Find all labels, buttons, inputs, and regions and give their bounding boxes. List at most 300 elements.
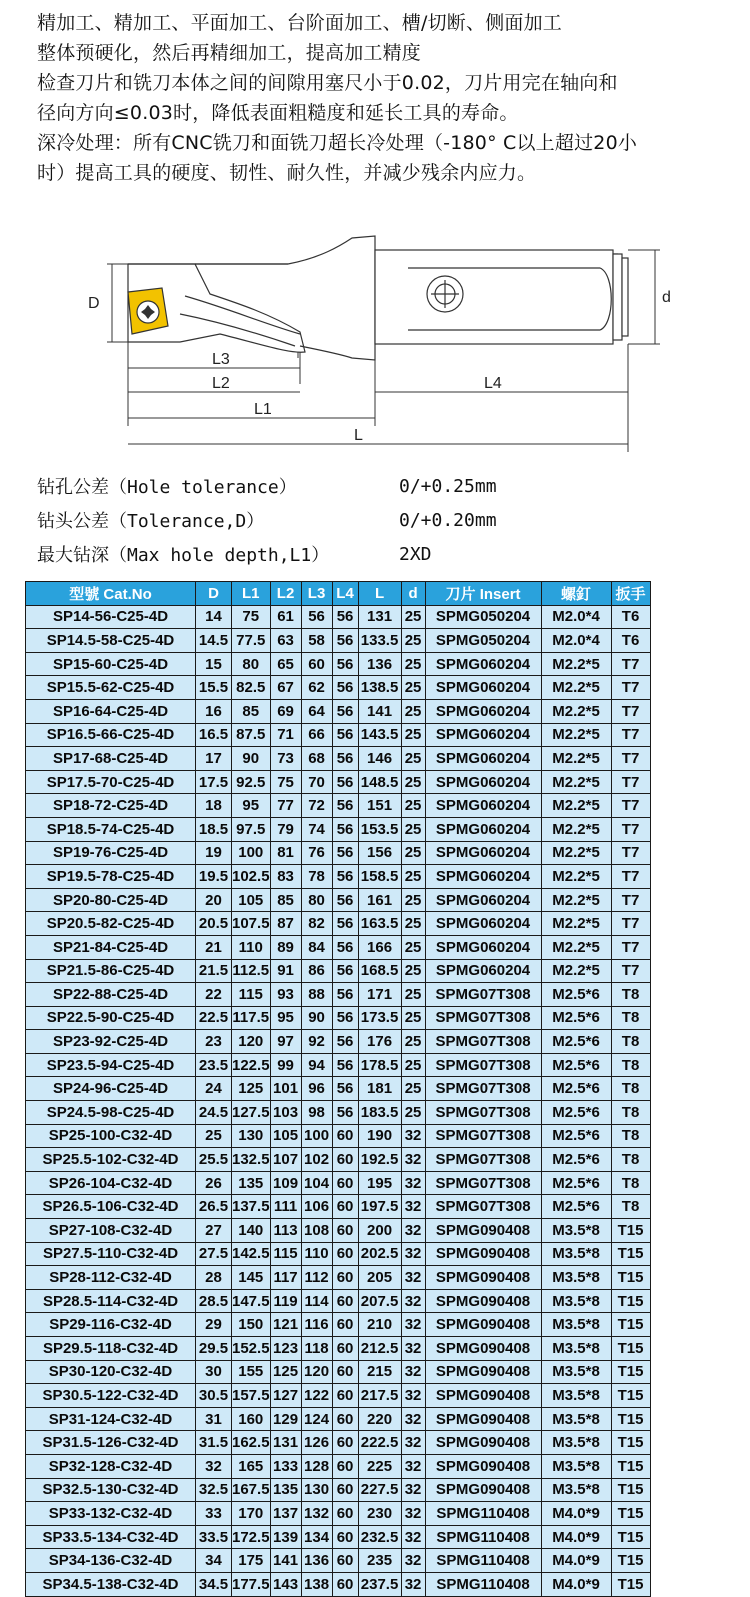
column-header: 型號 Cat.No xyxy=(26,582,196,606)
table-cell: SP23.5-94-C25-4D xyxy=(26,1053,196,1077)
intro-line: 径向方向≤0.03时，降低表面粗糙度和延长工具的寿命。 xyxy=(37,102,519,124)
table-cell: SPMG110408 xyxy=(425,1572,541,1596)
table-cell: 118 xyxy=(301,1337,332,1361)
table-cell: 73 xyxy=(270,747,301,771)
table-cell: 60 xyxy=(332,1478,358,1502)
table-cell: T7 xyxy=(611,841,650,865)
table-cell: SPMG090408 xyxy=(425,1360,541,1384)
table-cell: 146 xyxy=(358,747,401,771)
table-cell: M3.5*8 xyxy=(541,1478,611,1502)
table-cell: 24 xyxy=(196,1077,232,1101)
table-cell: 34 xyxy=(196,1549,232,1573)
table-cell: 32 xyxy=(401,1454,425,1478)
table-cell: SPMG060204 xyxy=(425,865,541,889)
table-cell: 230 xyxy=(358,1502,401,1526)
table-cell: SPMG090408 xyxy=(425,1478,541,1502)
table-cell: 210 xyxy=(358,1313,401,1337)
table-cell: 125 xyxy=(232,1077,271,1101)
table-cell: T8 xyxy=(611,1077,650,1101)
table-cell: 80 xyxy=(301,888,332,912)
table-cell: 89 xyxy=(270,935,301,959)
table-cell: T7 xyxy=(611,888,650,912)
table-cell: 141 xyxy=(358,699,401,723)
table-cell: SP28-112-C32-4D xyxy=(26,1266,196,1290)
table-cell: T8 xyxy=(611,1148,650,1172)
table-cell: T15 xyxy=(611,1431,650,1455)
table-cell: 197.5 xyxy=(358,1195,401,1219)
table-cell: 56 xyxy=(332,629,358,653)
intro-line: 精加工、精加工、平面加工、台阶面加工、槽/切断、侧面加工 xyxy=(37,12,563,34)
table-cell: 225 xyxy=(358,1454,401,1478)
table-cell: 126 xyxy=(301,1431,332,1455)
table-cell: 16.5 xyxy=(196,723,232,747)
table-cell: SPMG060204 xyxy=(425,676,541,700)
table-cell: SPMG090408 xyxy=(425,1313,541,1337)
table-cell: 71 xyxy=(270,723,301,747)
table-cell: 25 xyxy=(196,1124,232,1148)
table-cell: T7 xyxy=(611,747,650,771)
specs-table xyxy=(25,581,651,1597)
table-cell: 133 xyxy=(270,1454,301,1478)
table-cell: SP24-96-C25-4D xyxy=(26,1077,196,1101)
table-cell: SPMG07T308 xyxy=(425,1077,541,1101)
table-cell: 77.5 xyxy=(232,629,271,653)
table-cell: 60 xyxy=(332,1313,358,1337)
table-cell: 32 xyxy=(401,1266,425,1290)
table-cell: T7 xyxy=(611,959,650,983)
table-cell: 20 xyxy=(196,888,232,912)
table-cell: M2.5*6 xyxy=(541,1053,611,1077)
table-cell: T7 xyxy=(611,912,650,936)
table-cell: 155 xyxy=(232,1360,271,1384)
insert-icon xyxy=(128,288,168,334)
table-cell: 212.5 xyxy=(358,1337,401,1361)
table-cell: SPMG060204 xyxy=(425,935,541,959)
table-cell: T15 xyxy=(611,1525,650,1549)
table-cell: 58 xyxy=(301,629,332,653)
table-cell: T6 xyxy=(611,629,650,653)
table-cell: SPMG110408 xyxy=(425,1549,541,1573)
table-cell: T7 xyxy=(611,935,650,959)
table-cell: 220 xyxy=(358,1407,401,1431)
table-row xyxy=(26,1478,651,1502)
table-row xyxy=(26,1337,651,1361)
table-cell: 26 xyxy=(196,1171,232,1195)
table-cell: 103 xyxy=(270,1101,301,1125)
table-cell: 110 xyxy=(232,935,271,959)
table-cell: 105 xyxy=(232,888,271,912)
table-cell: SPMG090408 xyxy=(425,1454,541,1478)
column-header: L xyxy=(358,582,401,606)
table-cell: M2.5*6 xyxy=(541,1195,611,1219)
spec-row xyxy=(37,537,717,571)
table-cell: SP16.5-66-C25-4D xyxy=(26,723,196,747)
table-cell: 137 xyxy=(270,1502,301,1526)
table-cell: 172.5 xyxy=(232,1525,271,1549)
table-cell: SP27.5-110-C32-4D xyxy=(26,1242,196,1266)
table-cell: 56 xyxy=(332,959,358,983)
column-header: L4 xyxy=(332,582,358,606)
table-cell: SPMG060204 xyxy=(425,770,541,794)
table-cell: 121 xyxy=(270,1313,301,1337)
table-row xyxy=(26,983,651,1007)
table-row xyxy=(26,1171,651,1195)
table-cell: 56 xyxy=(332,676,358,700)
table-row xyxy=(26,1030,651,1054)
table-cell: SP29-116-C32-4D xyxy=(26,1313,196,1337)
table-cell: 84 xyxy=(301,935,332,959)
intro-line: 时）提高工具的硬度、韧性、耐久性，并减少残余内应力。 xyxy=(37,162,537,184)
table-row xyxy=(26,1289,651,1313)
table-cell: 56 xyxy=(332,605,358,629)
table-cell: 181 xyxy=(358,1077,401,1101)
table-cell: 98 xyxy=(301,1101,332,1125)
table-cell: 61 xyxy=(270,605,301,629)
table-row xyxy=(26,676,651,700)
table-row xyxy=(26,1549,651,1573)
table-cell: T8 xyxy=(611,1171,650,1195)
table-cell: 56 xyxy=(332,888,358,912)
table-cell: 135 xyxy=(232,1171,271,1195)
table-cell: 97.5 xyxy=(232,817,271,841)
table-cell: SP25.5-102-C32-4D xyxy=(26,1148,196,1172)
table-cell: 60 xyxy=(332,1171,358,1195)
table-cell: T8 xyxy=(611,1006,650,1030)
table-cell: T7 xyxy=(611,652,650,676)
table-cell: 32.5 xyxy=(196,1478,232,1502)
table-cell: SPMG07T308 xyxy=(425,1030,541,1054)
table-cell: SP31-124-C32-4D xyxy=(26,1407,196,1431)
table-row xyxy=(26,935,651,959)
table-cell: M2.2*5 xyxy=(541,935,611,959)
table-cell: 170 xyxy=(232,1502,271,1526)
table-cell: T7 xyxy=(611,699,650,723)
table-cell: 160 xyxy=(232,1407,271,1431)
table-cell: 92.5 xyxy=(232,770,271,794)
table-cell: 33 xyxy=(196,1502,232,1526)
table-cell: 106 xyxy=(301,1195,332,1219)
table-cell: 122 xyxy=(301,1384,332,1408)
table-cell: SP27-108-C32-4D xyxy=(26,1219,196,1243)
table-cell: 176 xyxy=(358,1030,401,1054)
table-cell: 56 xyxy=(332,1053,358,1077)
table-row xyxy=(26,959,651,983)
column-header: 螺釘 xyxy=(541,582,611,606)
spec-row xyxy=(37,469,717,503)
column-header: 扳手 xyxy=(611,582,650,606)
table-cell: M3.5*8 xyxy=(541,1313,611,1337)
table-cell: 56 xyxy=(332,652,358,676)
table-cell: SPMG090408 xyxy=(425,1219,541,1243)
table-cell: M3.5*8 xyxy=(541,1219,611,1243)
table-cell: 85 xyxy=(270,888,301,912)
table-cell: SPMG090408 xyxy=(425,1242,541,1266)
table-cell: 25 xyxy=(401,747,425,771)
shank-end xyxy=(613,254,622,340)
table-cell: SPMG090408 xyxy=(425,1431,541,1455)
table-cell: T7 xyxy=(611,817,650,841)
table-cell: SPMG090408 xyxy=(425,1266,541,1290)
table-cell: 32 xyxy=(196,1454,232,1478)
table-cell: SP34-136-C32-4D xyxy=(26,1549,196,1573)
table-cell: 150 xyxy=(232,1313,271,1337)
table-row xyxy=(26,723,651,747)
table-cell: SPMG07T308 xyxy=(425,1006,541,1030)
table-cell: 60 xyxy=(332,1195,358,1219)
table-cell: 32 xyxy=(401,1525,425,1549)
table-cell: 60 xyxy=(332,1431,358,1455)
table-row xyxy=(26,1219,651,1243)
table-cell: 109 xyxy=(270,1171,301,1195)
table-cell: 15.5 xyxy=(196,676,232,700)
table-cell: T6 xyxy=(611,605,650,629)
table-cell: 100 xyxy=(301,1124,332,1148)
table-cell: 20.5 xyxy=(196,912,232,936)
label-L: L xyxy=(354,427,363,444)
table-cell: 151 xyxy=(358,794,401,818)
table-cell: 92 xyxy=(301,1030,332,1054)
table-cell: 217.5 xyxy=(358,1384,401,1408)
table-cell: 25 xyxy=(401,605,425,629)
spec-value: 0/+0.25mm xyxy=(399,475,497,497)
table-row xyxy=(26,1053,651,1077)
table-cell: 64 xyxy=(301,699,332,723)
table-cell: M3.5*8 xyxy=(541,1454,611,1478)
table-cell: 29.5 xyxy=(196,1337,232,1361)
table-cell: 56 xyxy=(332,841,358,865)
table-cell: SPMG060204 xyxy=(425,652,541,676)
table-cell: 125 xyxy=(270,1360,301,1384)
table-cell: SPMG07T308 xyxy=(425,983,541,1007)
spec-row xyxy=(37,503,717,537)
table-cell: 123 xyxy=(270,1337,301,1361)
table-cell: SP15.5-62-C25-4D xyxy=(26,676,196,700)
table-cell: 56 xyxy=(332,1101,358,1125)
table-cell: 14 xyxy=(196,605,232,629)
table-cell: 32 xyxy=(401,1360,425,1384)
table-cell: SP30.5-122-C32-4D xyxy=(26,1384,196,1408)
table-cell: M2.2*5 xyxy=(541,841,611,865)
table-cell: 60 xyxy=(332,1360,358,1384)
table-cell: 127.5 xyxy=(232,1101,271,1125)
table-cell: M2.2*5 xyxy=(541,699,611,723)
table-cell: 87.5 xyxy=(232,723,271,747)
table-cell: T8 xyxy=(611,1195,650,1219)
table-cell: M3.5*8 xyxy=(541,1242,611,1266)
table-cell: M2.5*6 xyxy=(541,1171,611,1195)
table-cell: 25 xyxy=(401,676,425,700)
table-cell: SP23-92-C25-4D xyxy=(26,1030,196,1054)
table-cell: T7 xyxy=(611,794,650,818)
label-L1: L1 xyxy=(254,401,272,418)
table-cell: SP19-76-C25-4D xyxy=(26,841,196,865)
table-row xyxy=(26,1124,651,1148)
table-cell: 56 xyxy=(332,1006,358,1030)
table-cell: 177.5 xyxy=(232,1572,271,1596)
table-cell: 17.5 xyxy=(196,770,232,794)
table-cell: SPMG060204 xyxy=(425,723,541,747)
table-cell: 27 xyxy=(196,1219,232,1243)
table-header-row xyxy=(26,582,651,606)
table-cell: 25 xyxy=(401,841,425,865)
table-cell: T7 xyxy=(611,865,650,889)
column-header: 刀片 Insert xyxy=(425,582,541,606)
table-cell: SPMG07T308 xyxy=(425,1124,541,1148)
table-cell: SPMG060204 xyxy=(425,794,541,818)
table-cell: 95 xyxy=(270,1006,301,1030)
table-cell: 19 xyxy=(196,841,232,865)
table-cell: SPMG060204 xyxy=(425,959,541,983)
table-cell: 158.5 xyxy=(358,865,401,889)
table-cell: T7 xyxy=(611,723,650,747)
table-cell: 222.5 xyxy=(358,1431,401,1455)
table-cell: T15 xyxy=(611,1289,650,1313)
table-cell: T15 xyxy=(611,1502,650,1526)
table-cell: 31.5 xyxy=(196,1431,232,1455)
table-cell: 90 xyxy=(301,1006,332,1030)
table-cell: 215 xyxy=(358,1360,401,1384)
table-cell: 60 xyxy=(332,1384,358,1408)
table-cell: 108 xyxy=(301,1219,332,1243)
column-header: D xyxy=(196,582,232,606)
label-L2: L2 xyxy=(212,375,230,392)
table-row xyxy=(26,699,651,723)
table-cell: M2.2*5 xyxy=(541,817,611,841)
table-cell: 23.5 xyxy=(196,1053,232,1077)
label-D: D xyxy=(88,295,100,312)
table-cell: 56 xyxy=(332,747,358,771)
table-cell: 162.5 xyxy=(232,1431,271,1455)
table-cell: 32 xyxy=(401,1407,425,1431)
table-cell: 66 xyxy=(301,723,332,747)
table-cell: 124 xyxy=(301,1407,332,1431)
table-cell: SP33-132-C32-4D xyxy=(26,1502,196,1526)
table-cell: T15 xyxy=(611,1407,650,1431)
table-cell: SP26-104-C32-4D xyxy=(26,1171,196,1195)
table-cell: 76 xyxy=(301,841,332,865)
table-cell: 178.5 xyxy=(358,1053,401,1077)
table-cell: 127 xyxy=(270,1384,301,1408)
table-cell: SPMG050204 xyxy=(425,629,541,653)
table-cell: M2.2*5 xyxy=(541,676,611,700)
table-cell: SP22.5-90-C25-4D xyxy=(26,1006,196,1030)
table-cell: T15 xyxy=(611,1572,650,1596)
table-row xyxy=(26,1242,651,1266)
table-cell: SP20.5-82-C25-4D xyxy=(26,912,196,936)
table-cell: 117.5 xyxy=(232,1006,271,1030)
table-cell: 132.5 xyxy=(232,1148,271,1172)
table-cell: 56 xyxy=(332,794,358,818)
table-cell: 143 xyxy=(270,1572,301,1596)
table-cell: 105 xyxy=(270,1124,301,1148)
table-cell: T7 xyxy=(611,770,650,794)
table-cell: T15 xyxy=(611,1242,650,1266)
table-cell: T8 xyxy=(611,1124,650,1148)
table-cell: 56 xyxy=(332,1030,358,1054)
table-cell: T15 xyxy=(611,1219,650,1243)
table-cell: 72 xyxy=(301,794,332,818)
table-cell: M2.2*5 xyxy=(541,747,611,771)
table-cell: 83 xyxy=(270,865,301,889)
table-cell: M2.2*5 xyxy=(541,652,611,676)
table-cell: 27.5 xyxy=(196,1242,232,1266)
table-cell: SPMG060204 xyxy=(425,747,541,771)
table-cell: SPMG090408 xyxy=(425,1337,541,1361)
table-cell: 60 xyxy=(332,1502,358,1526)
table-cell: 25 xyxy=(401,1006,425,1030)
table-cell: 60 xyxy=(332,1266,358,1290)
table-cell: 68 xyxy=(301,747,332,771)
spec-value: 0/+0.20mm xyxy=(399,509,497,531)
table-cell: M2.2*5 xyxy=(541,794,611,818)
table-cell: 171 xyxy=(358,983,401,1007)
table-cell: SP19.5-78-C25-4D xyxy=(26,865,196,889)
table-cell: SPMG060204 xyxy=(425,841,541,865)
table-cell: 147.5 xyxy=(232,1289,271,1313)
table-row xyxy=(26,1525,651,1549)
table-cell: 25 xyxy=(401,770,425,794)
table-cell: SP17-68-C25-4D xyxy=(26,747,196,771)
table-cell: T15 xyxy=(611,1266,650,1290)
table-cell: 81 xyxy=(270,841,301,865)
table-cell: 28 xyxy=(196,1266,232,1290)
table-cell: 60 xyxy=(332,1148,358,1172)
table-cell: 122.5 xyxy=(232,1053,271,1077)
table-row xyxy=(26,605,651,629)
table-cell: 25 xyxy=(401,888,425,912)
table-cell: 56 xyxy=(332,865,358,889)
table-cell: 128 xyxy=(301,1454,332,1478)
table-cell: 97 xyxy=(270,1030,301,1054)
table-cell: 142.5 xyxy=(232,1242,271,1266)
table-cell: 32 xyxy=(401,1431,425,1455)
table-row xyxy=(26,1360,651,1384)
table-cell: SPMG090408 xyxy=(425,1289,541,1313)
table-cell: 102.5 xyxy=(232,865,271,889)
table-cell: SP25-100-C32-4D xyxy=(26,1124,196,1148)
table-cell: SPMG07T308 xyxy=(425,1148,541,1172)
table-cell: 18.5 xyxy=(196,817,232,841)
table-cell: SPMG060204 xyxy=(425,888,541,912)
spec-value: 2XD xyxy=(399,543,432,565)
table-cell: T15 xyxy=(611,1337,650,1361)
table-row xyxy=(26,1148,651,1172)
table-cell: 167.5 xyxy=(232,1478,271,1502)
table-cell: 25 xyxy=(401,1053,425,1077)
shank-end-ring xyxy=(622,258,628,336)
table-cell: 32 xyxy=(401,1289,425,1313)
table-cell: M3.5*8 xyxy=(541,1431,611,1455)
table-cell: 63 xyxy=(270,629,301,653)
table-cell: 67 xyxy=(270,676,301,700)
table-cell: SP17.5-70-C25-4D xyxy=(26,770,196,794)
table-cell: 25 xyxy=(401,1101,425,1125)
table-cell: 22.5 xyxy=(196,1006,232,1030)
table-cell: M2.2*5 xyxy=(541,723,611,747)
table-cell: 17 xyxy=(196,747,232,771)
table-cell: 117 xyxy=(270,1266,301,1290)
table-cell: 56 xyxy=(332,817,358,841)
column-header: L2 xyxy=(270,582,301,606)
table-cell: 78 xyxy=(301,865,332,889)
table-cell: M4.0*9 xyxy=(541,1502,611,1526)
table-cell: 85 xyxy=(232,699,271,723)
table-row xyxy=(26,888,651,912)
table-cell: 135 xyxy=(270,1478,301,1502)
table-cell: M2.5*6 xyxy=(541,983,611,1007)
table-cell: 138.5 xyxy=(358,676,401,700)
table-cell: SP20-80-C25-4D xyxy=(26,888,196,912)
